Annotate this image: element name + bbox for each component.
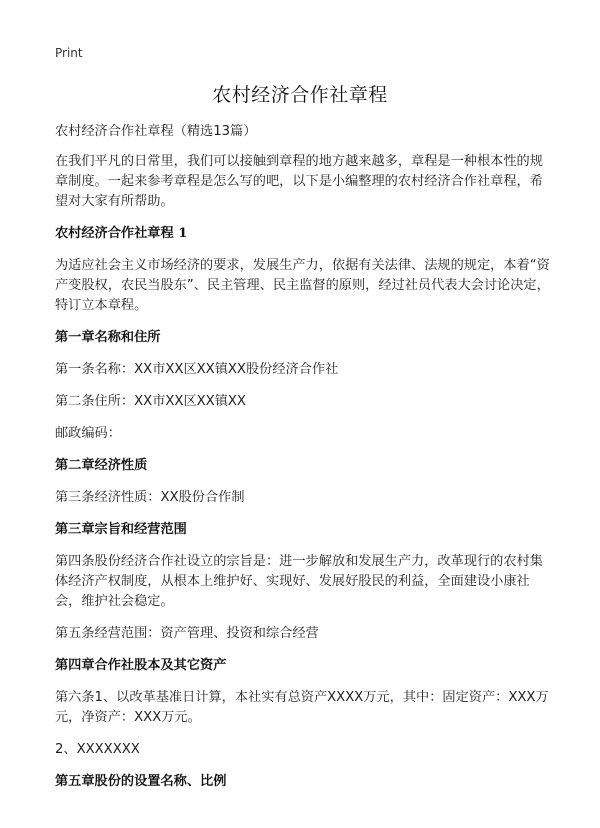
article-paragraph: 2、XXXXXXX xyxy=(55,742,140,757)
section-paragraph: 为适应社会主义市场经济的要求，发展生产力，依据有关法律、法规的规定，本着“资产变股权，农民当股东”、民主管理、民主监督的原则，经过社员代表大会讨论决定，特订立本章程。 xyxy=(55,258,550,313)
article-paragraph: 第二条住所：XX市XX区XX镇XX xyxy=(55,394,246,409)
article-paragraph: 第三条经济性质：XX股份合作制 xyxy=(55,490,245,505)
chapter-heading: 第四章合作社股本及其它资产 xyxy=(55,658,227,673)
document-body xyxy=(55,122,552,804)
article-paragraph: 第五条经营范围：资产管理、投资和综合经营 xyxy=(55,626,319,641)
postal-code-line: 邮政编码： xyxy=(55,426,121,441)
article-paragraph: 第六条1、以改革基准日计算，本社实有总资产XXXX万元，其中：固定资产：XXX万元，净资产：XXX万元。 xyxy=(55,690,549,725)
chapter-heading: 第一章名称和住所 xyxy=(55,330,161,345)
document-subtitle: 农村经济合作社章程（精选13篇） xyxy=(55,124,257,139)
article-paragraph: 第一条名称：XX市XX区XX镇XX股份经济合作社 xyxy=(55,362,339,377)
chapter-heading: 第二章经济性质 xyxy=(55,458,148,473)
section-heading: 农村经济合作社章程 1 xyxy=(55,226,188,241)
print-link[interactable]: Print xyxy=(55,46,83,60)
article-paragraph: 第四条股份经济合作社设立的宗旨是：进一步解放和发展生产力，改革现行的农村集体经济产权制度，从根本上维护好、实现好、发展好股民的利益，全面建设小康社会，维护社会稳定。 xyxy=(55,554,543,609)
chapter-heading: 第三章宗旨和经营范围 xyxy=(55,522,187,537)
intro-paragraph: 在我们平凡的日常里，我们可以接触到章程的地方越来越多，章程是一种根本性的规章制度。一起来参考章程是怎么写的吧，以下是小编整理的农村经济合作社章程，希望对大家有所帮助。 xyxy=(55,154,543,209)
chapter-heading: 第五章股份的设置名称、比例 xyxy=(55,774,227,789)
page-title: 农村经济合作社章程 xyxy=(212,84,388,106)
